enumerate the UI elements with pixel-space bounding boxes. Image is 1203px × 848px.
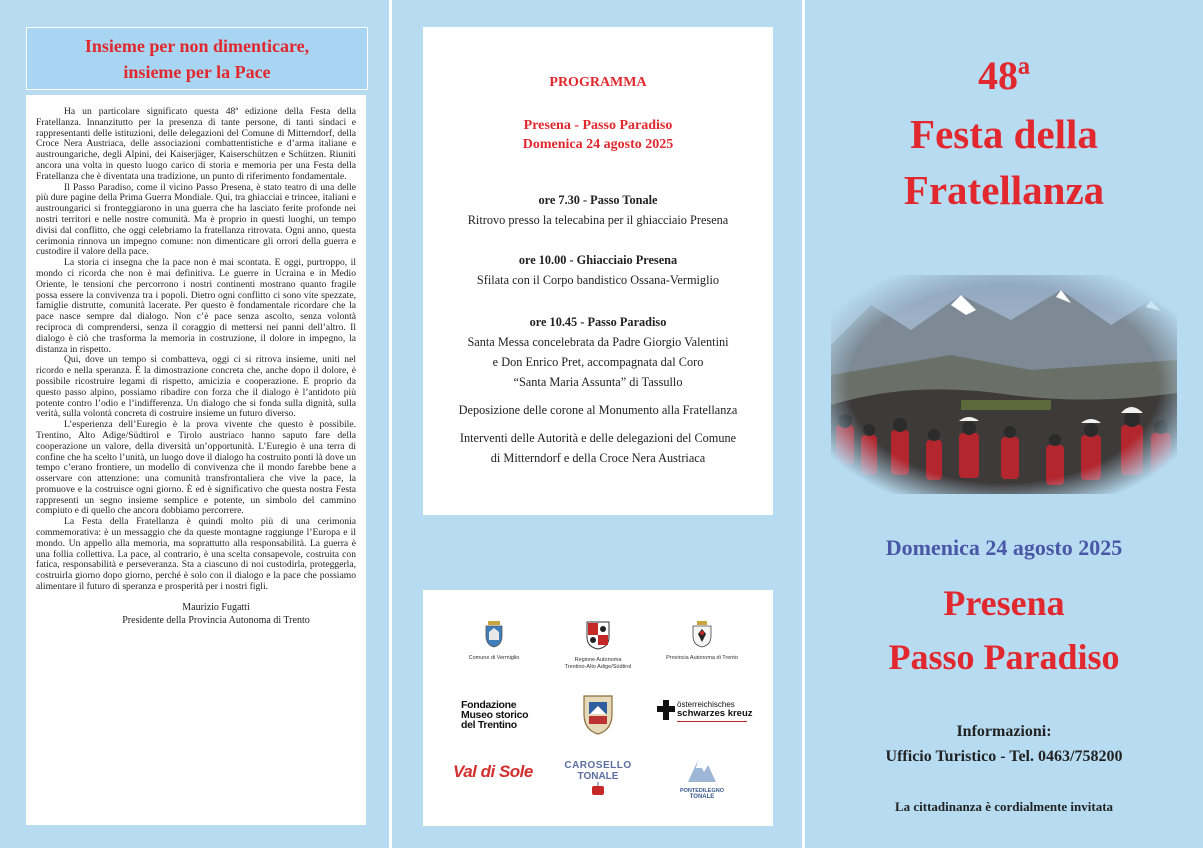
logo-regione bbox=[561, 620, 635, 671]
letter-paragraph: Qui, dove un tempo si combatteva, oggi ci si ritrova insieme, uniti nel ricordo e nella speranza. È la dimostrazione concreta che, anche dopo il dolore, è possibile ricostruire legami di rispetto, amicizia e cooperazione. E proprio da questo passo alpino, possiamo ribadire con forza che il dialogo è l’antidoto più potente contro l’odio e l’indifferenza. Un dialogo che si fonda sulla dignità, sulla verità, sulla volontà concreta di costruire insieme un futuro diverso. bbox=[36, 354, 356, 420]
provincia-crest-icon bbox=[691, 620, 713, 648]
logo-association-crest bbox=[580, 692, 616, 741]
event-3-line3: “Santa Maria Assunta” di Tassullo bbox=[513, 375, 683, 389]
program-title: PROGRAMMA bbox=[549, 75, 647, 90]
signature-role: Presidente della Provincia Autonoma di Trento bbox=[122, 614, 310, 626]
info-label: Informazioni: bbox=[956, 723, 1052, 740]
logo-regione-label2: Trentino-Alto Adige/Südtirol bbox=[564, 664, 632, 670]
letter-body bbox=[26, 95, 366, 627]
logo-ponte-line1: PONTEDILEGNO bbox=[679, 788, 724, 794]
event-1 bbox=[423, 190, 773, 230]
sponsor-logos bbox=[423, 590, 773, 826]
event-3-line2: e Don Enrico Pret, accompagnata dal Coro bbox=[492, 355, 704, 369]
cover-place-line1: Presena bbox=[943, 583, 1065, 623]
cover-date: Domenica 24 agosto 2025 bbox=[885, 535, 1123, 560]
cover-title-line1: Festa della bbox=[910, 111, 1098, 157]
cover-place-line2: Passo Paradiso bbox=[888, 637, 1120, 677]
logo-carosello-line2: TONALE bbox=[577, 771, 619, 782]
event-3-time: ore 10.45 - Passo Paradiso bbox=[529, 315, 667, 329]
logo-vermiglio bbox=[463, 620, 525, 662]
gondola-icon bbox=[590, 782, 606, 796]
logo-carosello-tonale bbox=[563, 760, 633, 801]
letter-box bbox=[26, 95, 366, 825]
letter-paragraph: La Festa della Fratellanza è quindi molto più di una cerimonia commemorativa: è un messaggio che da queste montagne raggiunge l’Europa e il mondo. Un appello alla memoria, ma soprattutto alla responsabilità. La guerra è una follia collettiva. La pace, al contrario, è una scelta consapevole, costruita con fatica, responsabilità e perseveranza. Sta a ciascuno di noi custodirla, proteggerla, costruirla giorno dopo giorno, perché è solo con il dialogo e la pace che possiamo alimentare il futuro di speranza e prosperità per i nostri figli. bbox=[36, 516, 356, 593]
event-5-line2: di Mitterndorf e della Croce Nera Austriaca bbox=[490, 451, 706, 465]
event-5 bbox=[423, 428, 773, 468]
letter-title bbox=[26, 27, 368, 90]
black-cross-icon bbox=[657, 700, 675, 720]
regione-crest-icon bbox=[585, 620, 611, 650]
event-4: Deposizione delle corone al Monumento alla Fratellanza bbox=[458, 403, 738, 417]
logo-vermiglio-label: Comune di Vermiglio bbox=[468, 655, 520, 661]
logo-provincia bbox=[663, 620, 741, 662]
program-box bbox=[423, 27, 773, 515]
letter-title-line1: Insieme per non dimenticare, bbox=[84, 35, 310, 56]
logo-ponte-line2: TONALE bbox=[689, 794, 715, 800]
edition-number: 48ª bbox=[978, 53, 1030, 98]
association-crest-icon bbox=[580, 692, 616, 736]
logo-carosello-line1: CAROSELLO bbox=[564, 760, 632, 771]
program-subtitle bbox=[423, 116, 773, 154]
letter-title-line2: insieme per la Pace bbox=[123, 61, 271, 82]
invitation-text: La cittadinanza è cordialmente invitata bbox=[894, 799, 1114, 814]
event-3-line1: Santa Messa concelebrata da Padre Giorgio Valentini bbox=[467, 335, 729, 349]
event-5-line1: Interventi delle Autorità e delle delegazioni del Comune bbox=[459, 431, 737, 445]
letter-paragraph: La storia ci insegna che la pace non è mai scontata. E oggi, purtroppo, il mondo ci ricorda che non è mai definitiva. Le guerre in Ucraina e in Medio Oriente, le tensioni che percorrono i nostri continenti mostrano quanto fragile possa essere la convivenza tra i popoli. Dietro ogni conflitto ci sono vite spezzate, famiglie distrutte, comunità lacerate. Per questo è fondamentale ricordare che la pace nasce sempre dal dialogo. Non c’è pace senza ascolto, senza volontà reciproca di comprendersi, senza il coraggio di mettersi nei panni dell’altro. Il dialogo è ciò che trasforma la memoria in costruzione, il dolore in impegno, la distanza in rispetto. bbox=[36, 257, 356, 355]
logo-regione-label1: Regione Autonoma bbox=[574, 657, 622, 663]
cover-title-line2: Fratellanza bbox=[903, 167, 1105, 213]
event-3 bbox=[423, 312, 773, 392]
logo-museo-storico bbox=[461, 700, 528, 730]
signature bbox=[76, 601, 356, 627]
signature-name: Maurizio Fugatti bbox=[182, 601, 250, 613]
logo-val-di-sole: Val di Sole bbox=[453, 762, 533, 781]
event-2 bbox=[423, 250, 773, 290]
mountain-logo-icon bbox=[686, 755, 718, 783]
logo-kreuz-line1: österreichisches bbox=[677, 700, 735, 709]
event-1-time: ore 7.30 - Passo Tonale bbox=[538, 193, 658, 207]
info-contact: Ufficio Turistico - Tel. 0463/758200 bbox=[885, 748, 1123, 765]
logo-museo-line1: Fondazione bbox=[461, 699, 517, 711]
logo-pontedilegno-tonale bbox=[676, 755, 728, 800]
ceremony-photo bbox=[831, 275, 1177, 494]
logo-provincia-label: Provincia Autonoma di Trento bbox=[666, 655, 738, 661]
letter-paragraph: Il Passo Paradiso, come il vicino Passo Presena, è stato teatro di una delle più dure pagine della Prima Guerra Mondiale. Qui, tra ghiacciai e trincee, italiani e austroungarici si fronteggiarono in una guerra che ha lasciato ferite profonde nei nostri territori e nelle nostre comunità. Ma è proprio in questi luoghi, un tempo divisi dal conflitto, che oggi celebriamo la fratellanza ritrovata. Ogni anno, questa cerimonia rinnova un impegno comune: non dimenticare gli orrori della guerra e custodire il valore della pace. bbox=[36, 181, 356, 258]
letter-paragraph: L’esperienza dell’Euregio è la prova vivente che questo è possibile. Trentino, Alto Adige/Südtirol e Tirolo austriaco hanno saputo fare della cooperazione un valore, della diversità un’opportunità. L’Euregio è una terra di confine che ha scelto l’unità, un luogo dove il dialogo ha costruito ponti là dove un tempo c’erano frontiere, un modello di convivenza che il mondo farebbe bene a osservare con attenzione: una comunità transfrontaliera che vive la pace, la promuove e la costruisce ogni giorno. È ed è significativo che questa nostra Festa rappresenti un segno insieme semplice e potente, un simbolo del cammino compiuto e di quello che ancora dobbiamo percorrere. bbox=[36, 419, 356, 517]
program-location: Presena - Passo Paradiso bbox=[523, 118, 673, 133]
vermiglio-crest-icon bbox=[483, 620, 505, 648]
event-1-desc: Ritrovo presso la telecabina per il ghiacciaio Presena bbox=[467, 213, 729, 227]
program-date: Domenica 24 agosto 2025 bbox=[522, 137, 674, 152]
event-2-desc: Sfilata con il Corpo bandistico Ossana-Vermiglio bbox=[476, 273, 720, 287]
event-2-time: ore 10.00 - Ghiacciaio Presena bbox=[518, 253, 678, 267]
logo-museo-line3: del Trentino bbox=[461, 719, 517, 731]
logo-kreuz-line2: schwarzes kreuz bbox=[677, 708, 753, 719]
logo-museo-line2: Museo storico bbox=[461, 709, 529, 721]
letter-paragraph: Ha un particolare significato questa 48ª edizione della Festa della Fratellanza. Innanzitutto per la presenza di tante persone, di tanti sindaci e rappresentanti delle istituzioni, delle delegazioni del Comune di Mitterndorf, della Croce Nera Austriaca, delle associazioni combattentistiche e d’arma italiane e austroungariche, degli Alpini, dei Kaiserjäger, Kaiserschützen e Schützen. Riuniti ancora una volta in questo luogo carico di storia e memoria per una Festa della Fratellanza che è diventata una tradizione, un punto di riferimento fondamentale. bbox=[36, 106, 356, 182]
